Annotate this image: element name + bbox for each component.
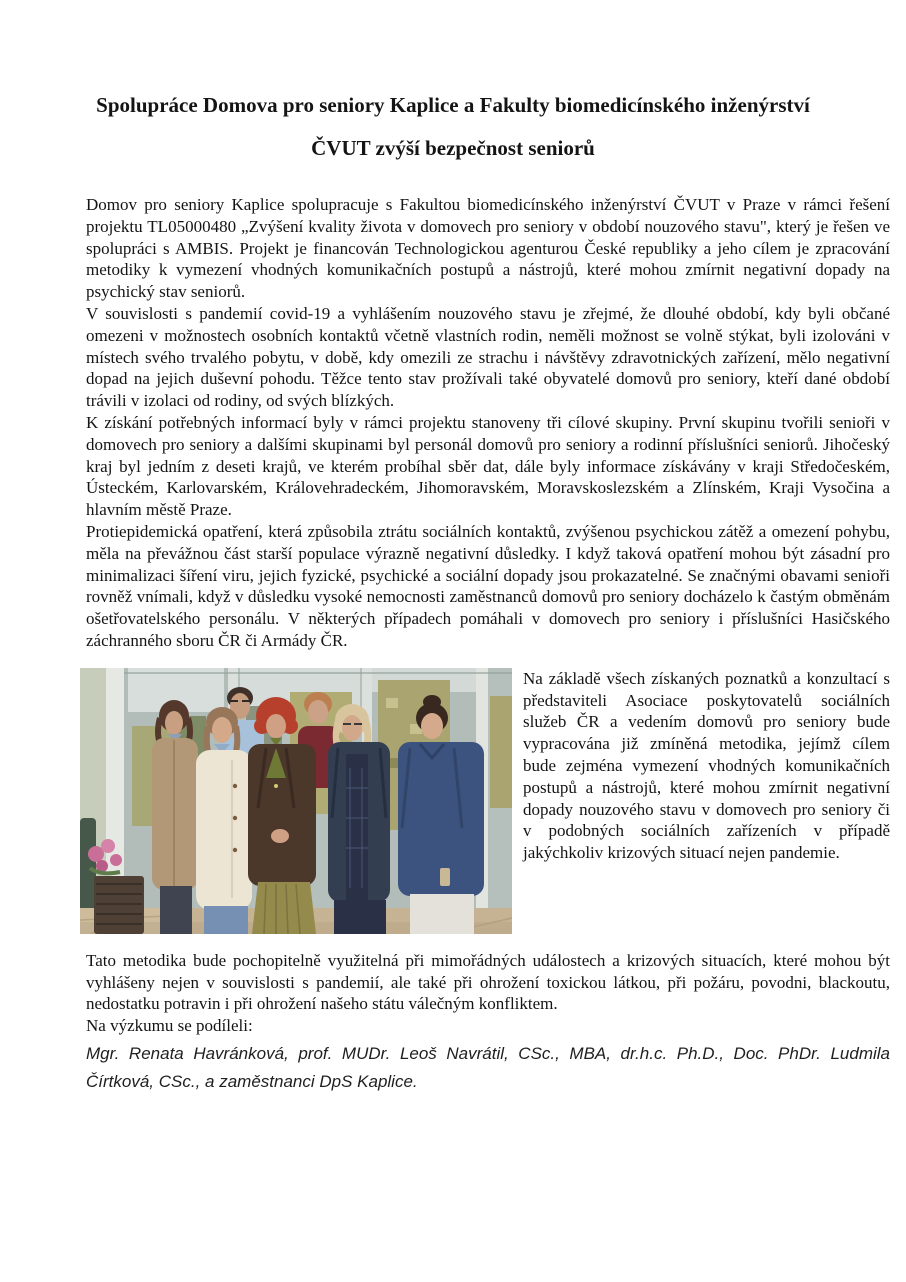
title-line-1: Spolupráce Domova pro seniory Kaplice a Fakulty biomedicínského inženýrství: [96, 93, 810, 117]
photo-wrap-paragraph: Na základě všech získaných poznatků a konzultací s představiteli Asociace poskytovatelů sociálních služeb ČR a vedením domovů pro seniory bude vypracována již zmíněná metodika, jejímž cílem bude zejména vymezení vhodných komunikačních postupů a nástrojů, které mohou zmírnit negativní dopady nouzového stavu v domovech pro seniory či v podobných sociálních zařízeních v případě jakýchkoliv krizových situací nejen pandemie.: [523, 668, 890, 863]
body-paragraph-2: V souvislosti s pandemií covid-19 a vyhlášením nouzového stavu je zřejmé, že dlouhé období, kdy byli občané omezeni v možnostech osobních kontaktů včetně vlastních rodin, neměli možnost se volně stýkat, byli izolováni v místech svého trvalého pobytu, v době, kdy omezili ze strachu i návštěvy zdravotnických zařízení, mělo negativní dopad na jejich duševní pohodu. Těžce tento stav prožívali také obyvatelé domovů pro seniory, kteří dané období trávili v izolaci od rodiny, od svých blízkých.: [86, 303, 890, 411]
title-line-2: ČVUT zvýší bezpečnost seniorů: [311, 136, 595, 160]
credits-label: Na výzkumu se podíleli:: [86, 1016, 253, 1036]
photo-and-text-row: [86, 668, 890, 864]
document-body: [86, 194, 890, 1096]
below-photo-paragraph: Tato metodika bude pochopitelně využitelná při mimořádných událostech a krizových situacích, které mohou být vyhlášeny nejen v souvislosti s pandemií, ale také při ohrožení toxickou látkou, při požáru, povodni, blackoutu, nedostatku potravin i při ohrožení našeho státu válečným konfliktem.: [86, 950, 890, 1014]
team-photo: [80, 668, 512, 934]
body-paragraph-1: Domov pro seniory Kaplice spolupracuje s Fakultou biomedicínského inženýrství ČVUT v Praze v rámci řešení projektu TL05000480 „Zvýšení kvality života v domovech pro seniory v období nouzového stavu", který je řešen ve spolupráci s AMBIS. Projekt je financován Technologickou agenturou České republiky a jeho cílem je zpracování metodiky k vymezení vhodných komunikačních postupů a nástrojů, které mohou zmírnit negativní dopady na psychický stav seniorů.: [86, 195, 890, 302]
page-title: [0, 0, 906, 170]
body-paragraph-3: K získání potřebných informací byly v rámci projektu stanoveny tři cílové skupiny. První skupinu tvořili senioři v domovech pro seniory a dalšími skupinami byl personál domovů pro seniory a rodinní příslušníci seniorů. Jihočeský kraj byl jedním z deseti krajů, ve kterém probíhal sběr dat, dále byly informace získávány v kraji Středočeském, Ústeckém, Karlovarském, Královehradeckém, Jihomoravském, Moravskoslezském a Zlínském, Kraji Vysočina a hlavním městě Praze.: [86, 412, 890, 520]
credits-names: Mgr. Renata Havránková, prof. MUDr. Leoš Navrátil, CSc., MBA, dr.h.c. Ph.D., Doc. PhDr. Ludmila Čírtková, CSc., a zaměstnanci DpS Kaplice.: [86, 1043, 890, 1091]
body-paragraph-4: Protiepidemická opatření, která způsobila ztrátu sociálních kontaktů, zvýšenou psychickou zátěž a omezení pohybu, měla na převážnou část starší populace výrazně negativní důsledky. I když taková opatření mohou být zásadní pro minimalizaci šíření viru, jejich fyzické, psychické a sociální dopady jsou prokazatelné. Se značnými obavami senioři rovněž vnímali, když v důsledku vysoké nemocnosti zaměstnanců domovů pro seniory docházelo k častým obměnám ošetřovatelského personálu. V některých případech pomáhali v domovech pro seniory i příslušníci Hasičského záchranného sboru ČR či Armády ČR.: [86, 521, 890, 650]
